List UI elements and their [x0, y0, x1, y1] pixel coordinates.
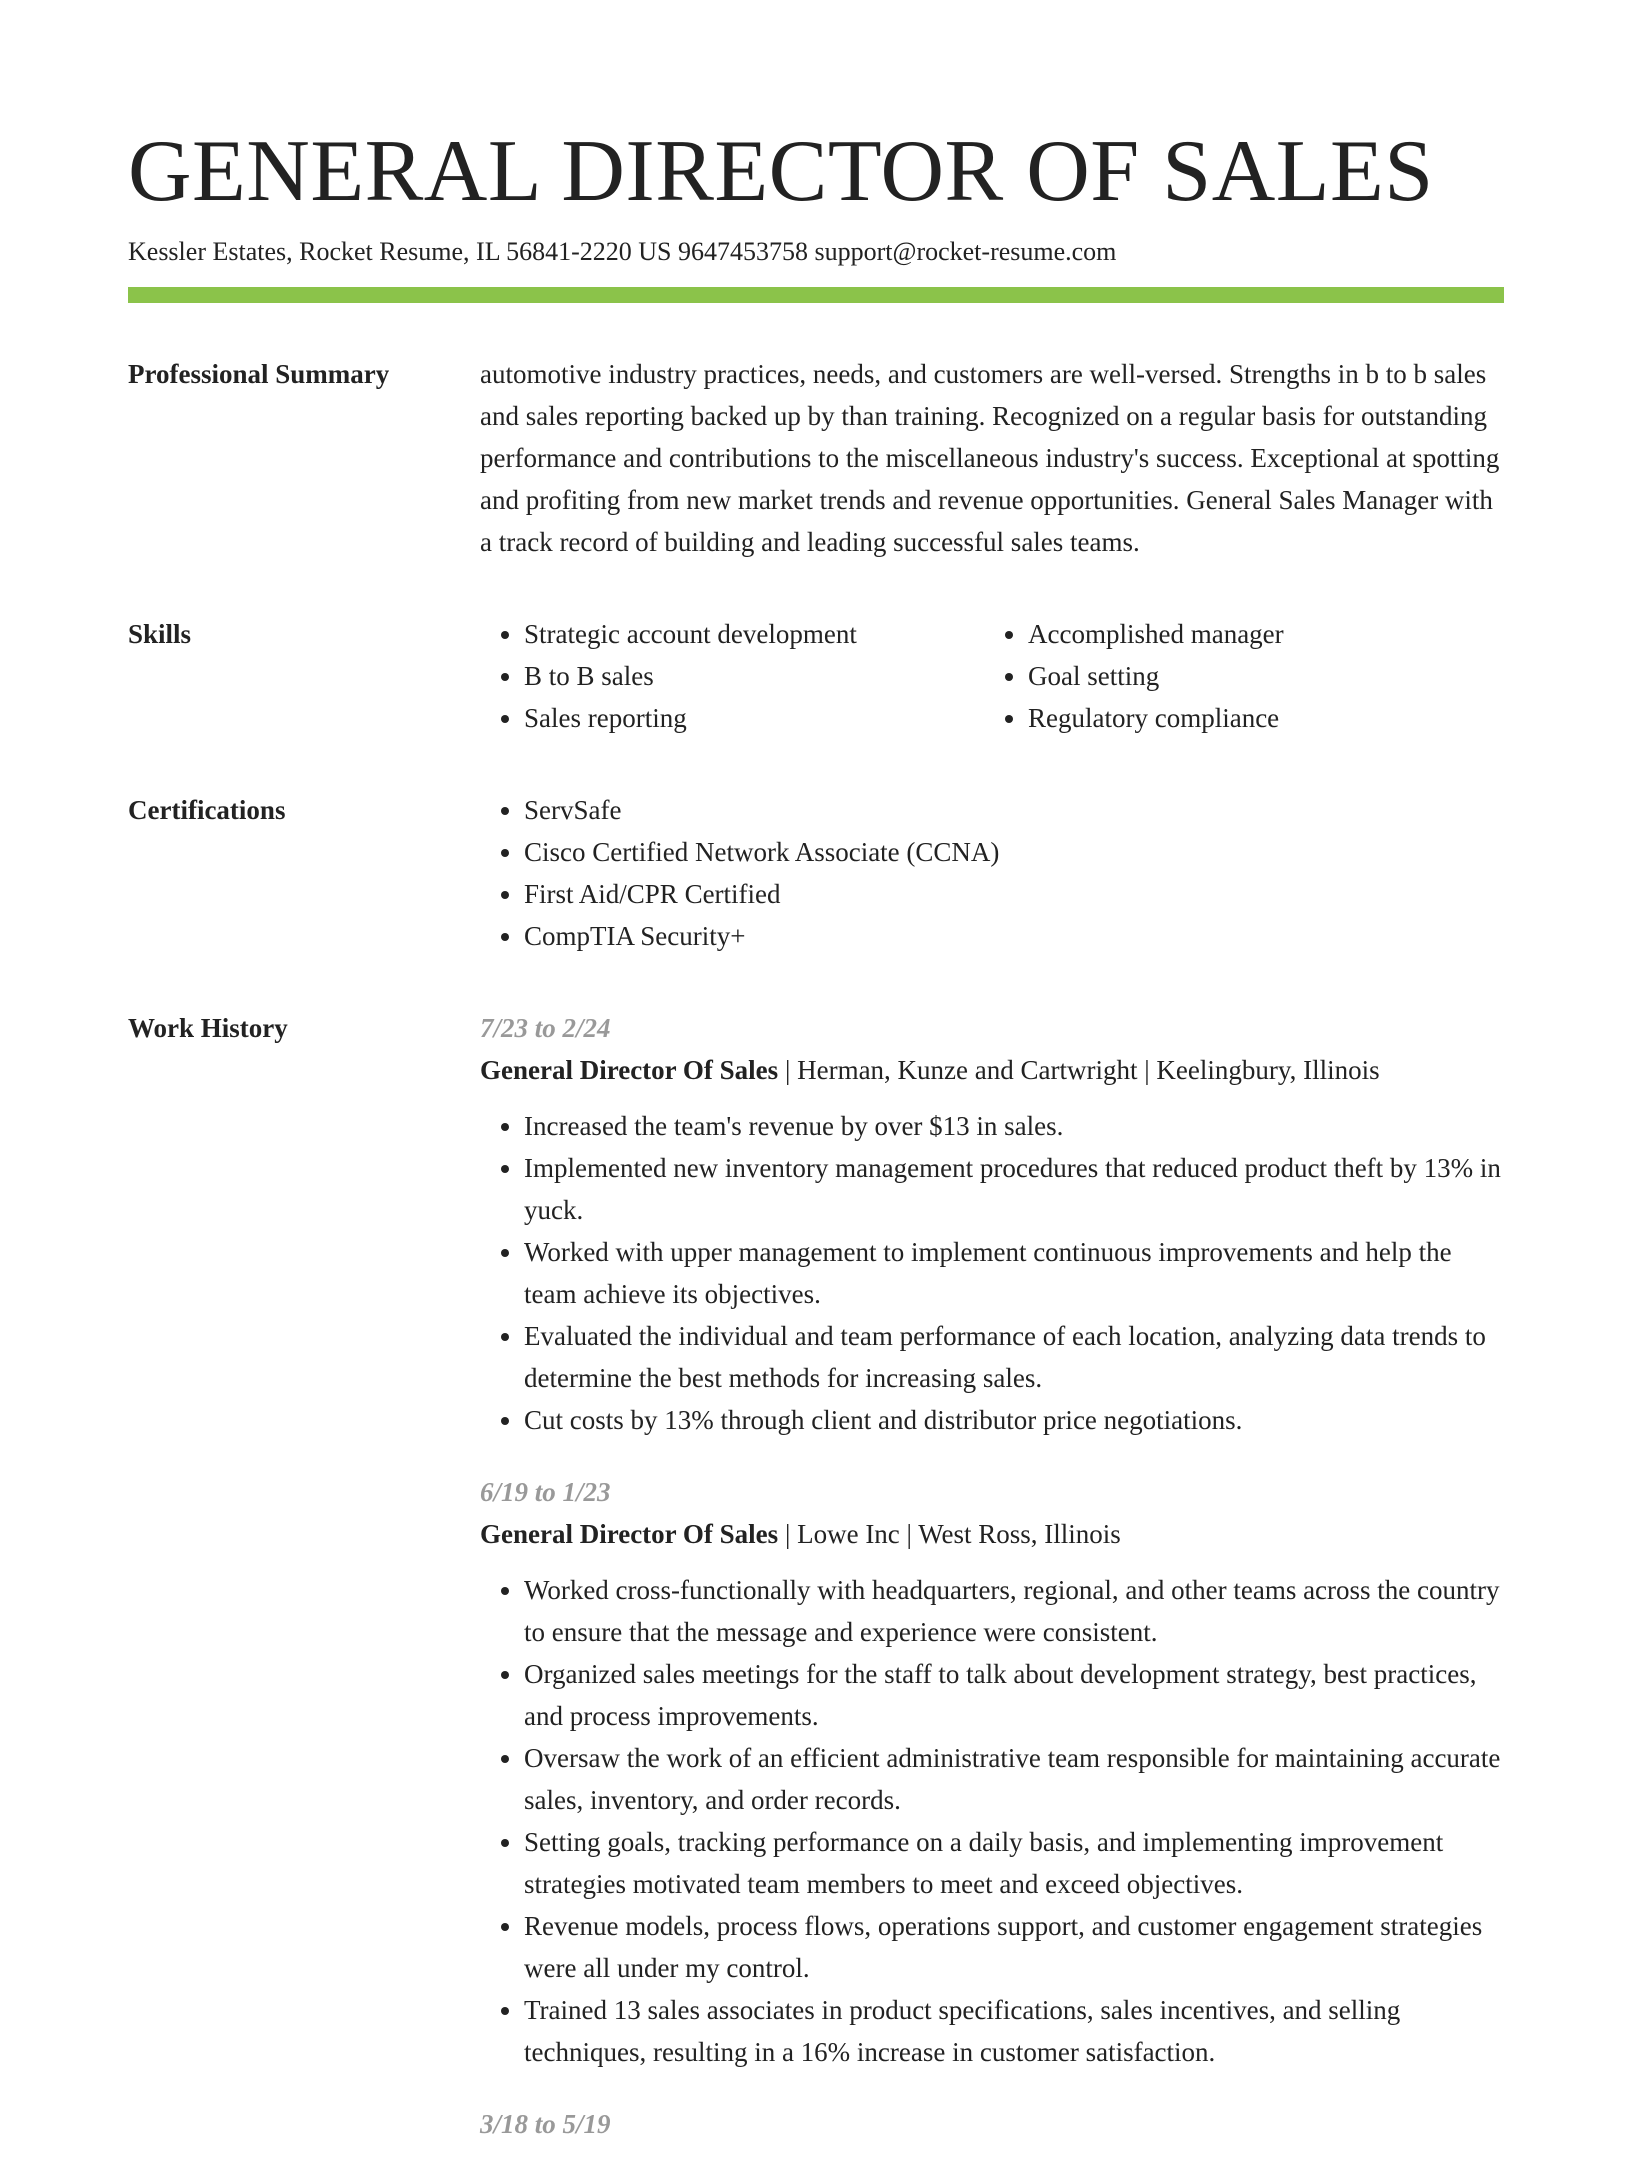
skills-heading: Skills	[128, 619, 192, 649]
job-bullet: • Worked cross-functionally with headquarters, regional, and other teams across the country to ensure that the message and experience were consistent.	[524, 1569, 1504, 1653]
summary-text: automotive industry practices, needs, and customers are well-versed. Strengths in b to b sales and sales reporting backed up by than training. Recognized on a regular basis for outstanding performance and contributions to the miscellaneous industry's success. Exceptional at spotting and profiting from new market trends and revenue opportunities. General Sales Manager with a track record of building and leading successful sales teams.	[480, 359, 1500, 557]
job-bullet: • Organized sales meetings for the staff to talk about development strategy, best practices, and process improvements.	[524, 1653, 1504, 1737]
skills-body	[480, 613, 1504, 739]
job-bullets	[480, 1105, 1504, 1441]
skill-item: • Sales reporting	[524, 697, 984, 739]
certifications-body	[480, 789, 1504, 957]
job-bullet: • Increased the team's revenue by over $13 in sales.	[524, 1105, 1504, 1147]
skill-item: • Goal setting	[1028, 655, 1488, 697]
job-bullet: • Oversaw the work of an efficient administrative team responsible for maintaining accurate sales, inventory, and order records.	[524, 1737, 1504, 1821]
certifications-heading: Certifications	[128, 795, 286, 825]
job-bullet: • Trained 13 sales associates in product specifications, sales incentives, and selling techniques, resulting in a 16% increase in customer satisfaction.	[524, 1989, 1504, 2073]
summary-body	[480, 353, 1504, 563]
contact-line: Kessler Estates, Rocket Resume, IL 56841-2220 US 9647453758 support@rocket-resume.com	[128, 237, 1117, 266]
certification-item: • CompTIA Security+	[524, 915, 1504, 957]
certification-item: • First Aid/CPR Certified	[524, 873, 1504, 915]
job-entry	[480, 1471, 1504, 2073]
job-employer: | Herman, Kunze and Cartwright | Keelingbury, Illinois	[778, 1055, 1380, 1085]
skills-list-right	[984, 613, 1488, 739]
skill-item: • Regulatory compliance	[1028, 697, 1488, 739]
work-history-section	[128, 1007, 1504, 2175]
skills-list-left	[480, 613, 984, 739]
work-history-body	[480, 1007, 1504, 2175]
skill-item: • Strategic account development	[524, 613, 984, 655]
job-title: General Director Of Sales	[480, 1055, 779, 1085]
skills-section	[128, 613, 1504, 739]
certifications-list	[480, 789, 1504, 957]
accent-divider	[128, 287, 1504, 303]
summary-heading: Professional Summary	[128, 359, 390, 389]
job-entry	[480, 2103, 1504, 2145]
job-employer: | Lowe Inc | West Ross, Illinois	[778, 1519, 1121, 1549]
job-dates: 6/19 to 1/23	[480, 1477, 611, 1507]
skill-item: • Accomplished manager	[1028, 613, 1488, 655]
resume-title: GENERAL DIRECTOR OF SALES	[128, 123, 1434, 220]
job-entry	[480, 1007, 1504, 1441]
summary-section	[128, 353, 1504, 563]
work-history-heading: Work History	[128, 1013, 288, 1043]
job-header	[480, 1513, 1504, 1555]
job-bullet: • Implemented new inventory management procedures that reduced product theft by 13% in yuck.	[524, 1147, 1504, 1231]
job-dates: 7/23 to 2/24	[480, 1013, 611, 1043]
job-bullet: • Revenue models, process flows, operations support, and customer engagement strategies were all under my control.	[524, 1905, 1504, 1989]
certifications-section	[128, 789, 1504, 957]
job-header	[480, 1049, 1504, 1091]
certification-item: • Cisco Certified Network Associate (CCNA)	[524, 831, 1504, 873]
certification-item: • ServSafe	[524, 789, 1504, 831]
skill-item: • B to B sales	[524, 655, 984, 697]
job-bullet: • Setting goals, tracking performance on a daily basis, and implementing improvement strategies motivated team members to meet and exceed objectives.	[524, 1821, 1504, 1905]
job-bullet: • Worked with upper management to implement continuous improvements and help the team achieve its objectives.	[524, 1231, 1504, 1315]
job-title: General Director Of Sales	[480, 1519, 779, 1549]
job-bullet: • Cut costs by 13% through client and distributor price negotiations.	[524, 1399, 1504, 1441]
job-bullet: • Evaluated the individual and team performance of each location, analyzing data trends to determine the best methods for increasing sales.	[524, 1315, 1504, 1399]
resume-page	[128, 118, 1504, 2175]
job-dates: 3/18 to 5/19	[480, 2109, 611, 2139]
job-bullets	[480, 1569, 1504, 2073]
